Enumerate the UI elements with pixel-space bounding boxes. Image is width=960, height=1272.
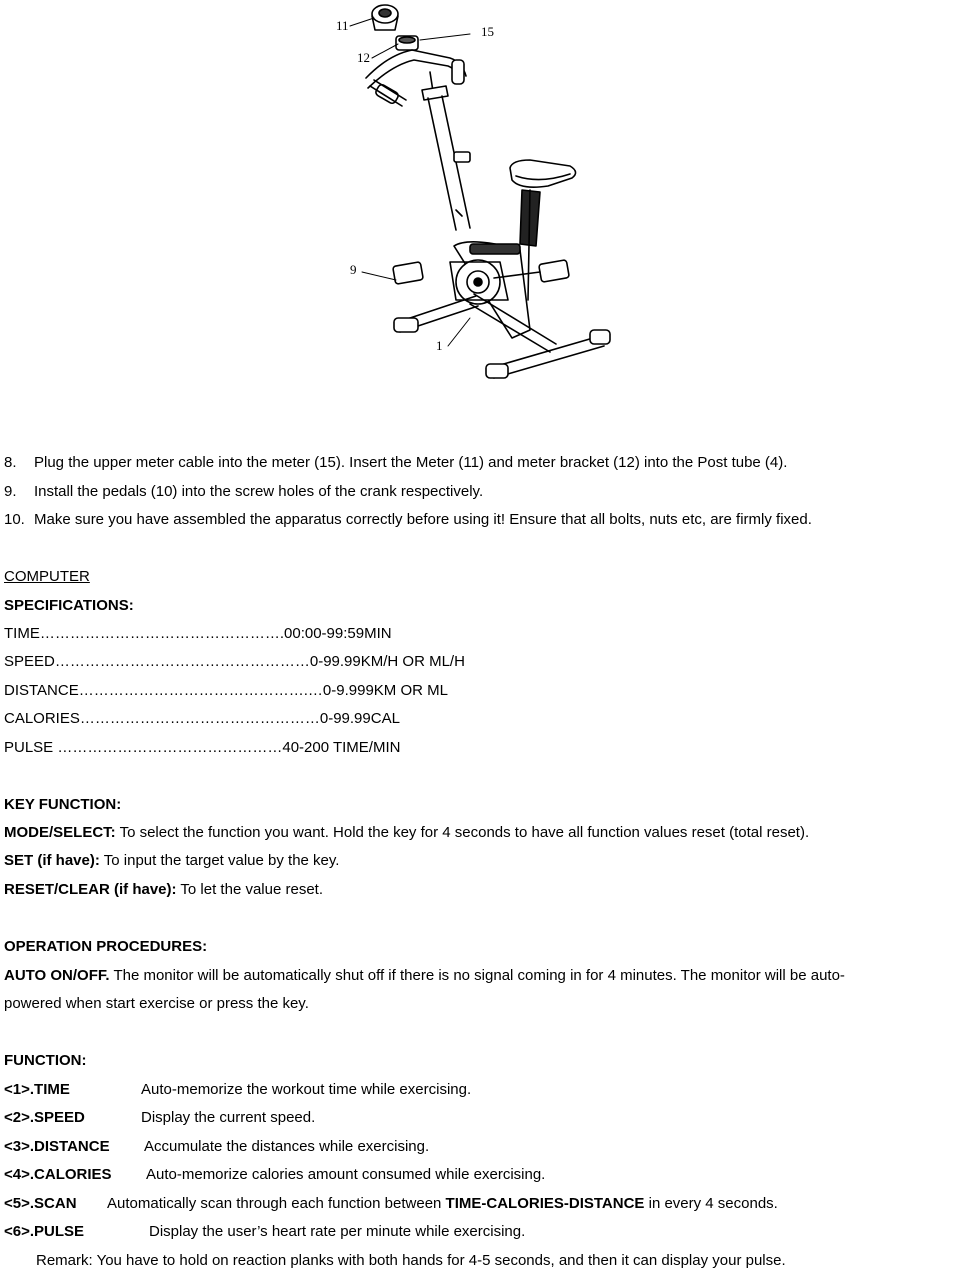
function-text: Display the user’s heart rate per minute while exercising. <box>149 1223 526 1240</box>
spec-label: CALORIES <box>4 710 80 727</box>
key-label: SET (if have): <box>4 852 100 869</box>
function-label: <6>.PULSE <box>4 1223 85 1240</box>
step-text: Plug the upper meter cable into the meter (15). Insert the Meter (11) and meter bracket (12) into the Post tube (4). <box>34 454 788 471</box>
svg-text:9: 9 <box>350 262 357 277</box>
svg-text:1: 1 <box>436 338 443 353</box>
step-number: 10. <box>4 511 25 528</box>
function-label: <5>.SCAN <box>4 1195 77 1212</box>
function-distance <box>4 1137 429 1157</box>
key-mode-select <box>4 823 809 843</box>
function-label: <3>.DISTANCE <box>4 1138 110 1155</box>
spec-value: 40-200 TIME/MIN <box>282 739 401 756</box>
post-tube-part <box>428 96 470 230</box>
specifications-heading: SPECIFICATIONS: <box>4 597 134 614</box>
spec-label: DISTANCE <box>4 682 79 699</box>
step-text: Install the pedals (10) into the screw holes of the crank respectively. <box>34 483 484 500</box>
function-text-bold: TIME-CALORIES-DISTANCE <box>445 1195 645 1212</box>
spec-value: 0-99.99CAL <box>319 710 400 727</box>
function-text: Auto-memorize the workout time while exercising. <box>141 1081 472 1098</box>
auto-text-line1: The monitor will be automatically shut off if there is no signal coming in for 4 minutes. The monitor will be auto- <box>109 967 845 984</box>
spec-dots: ……………………………………… <box>53 739 283 756</box>
spec-calories <box>4 709 400 729</box>
callout-9 <box>350 262 396 280</box>
auto-label: AUTO ON/OFF. <box>4 967 110 984</box>
frame-part <box>450 242 530 338</box>
function-heading: FUNCTION: <box>4 1052 87 1069</box>
step-9 <box>4 482 483 502</box>
spec-pulse <box>4 738 400 758</box>
key-set <box>4 851 339 871</box>
function-label: <4>.CALORIES <box>4 1166 112 1183</box>
function-text: in every 4 seconds. <box>644 1195 778 1212</box>
auto-on-off <box>4 966 845 986</box>
callout-12 <box>357 44 398 65</box>
remark: Remark: You have to hold on reaction planks with both hands for 4-5 seconds, and then it can display your pulse. <box>36 1252 786 1269</box>
exercise-bike-diagram <box>0 0 960 430</box>
meter-part <box>372 5 398 30</box>
handlebar-part <box>366 50 466 106</box>
function-scan <box>4 1194 778 1214</box>
step-text: Make sure you have assembled the apparatus correctly before using it! Ensure that all bolts, nuts etc, are firmly fixed. <box>34 511 812 528</box>
callout-1 <box>436 318 470 353</box>
callout-11 <box>336 18 374 33</box>
key-label: MODE/SELECT: <box>4 824 116 841</box>
meter-bracket-part <box>396 36 418 50</box>
function-pulse <box>4 1222 525 1242</box>
spec-dots: …………………………………………… <box>54 653 310 670</box>
key-text: To select the function you want. Hold the key for 4 seconds to have all function values reset (total reset). <box>115 824 810 841</box>
key-label: RESET/CLEAR (if have): <box>4 881 177 898</box>
svg-text:15: 15 <box>481 24 494 39</box>
function-text: Accumulate the distances while exercising. <box>144 1138 430 1155</box>
spec-dots: …………………………………………. <box>39 625 285 642</box>
step-number: 9. <box>4 483 17 500</box>
spec-value: 00:00-99:59MIN <box>284 625 392 642</box>
function-text: Display the current speed. <box>141 1109 316 1126</box>
function-label: <1>.TIME <box>4 1081 70 1098</box>
auto-text-line2: powered when start exercise or press the key. <box>4 995 309 1012</box>
key-text: To let the value reset. <box>176 881 323 898</box>
key-reset-clear <box>4 880 323 900</box>
step-8 <box>4 453 787 473</box>
function-text: Auto-memorize calories amount consumed while exercising. <box>146 1166 546 1183</box>
spec-label: TIME <box>4 625 40 642</box>
function-text: Automatically scan through each function between <box>107 1195 446 1212</box>
spec-label: SPEED <box>4 653 55 670</box>
function-time <box>4 1080 471 1100</box>
key-function-heading: KEY FUNCTION: <box>4 796 122 813</box>
key-text: To input the target value by the key. <box>99 852 340 869</box>
spec-dots: ……………………………………….… <box>78 682 323 699</box>
callout-15 <box>420 24 494 40</box>
function-label: <2>.SPEED <box>4 1109 85 1126</box>
svg-text:12: 12 <box>357 50 370 65</box>
spec-time <box>4 624 392 644</box>
spec-value: 0-9.999KM OR ML <box>322 682 448 699</box>
function-calories <box>4 1165 545 1185</box>
svg-text:11: 11 <box>336 18 349 33</box>
step-number: 8. <box>4 454 17 471</box>
step-10 <box>4 510 812 530</box>
spec-value: 0-99.99KM/H OR ML/H <box>309 653 465 670</box>
spec-distance <box>4 681 448 701</box>
spec-speed <box>4 652 465 672</box>
spec-label: PULSE <box>4 739 54 756</box>
spec-dots: ………………………………………… <box>79 710 320 727</box>
operation-heading: OPERATION PROCEDURES: <box>4 938 208 955</box>
computer-heading: COMPUTER <box>4 568 90 585</box>
function-speed <box>4 1108 315 1128</box>
